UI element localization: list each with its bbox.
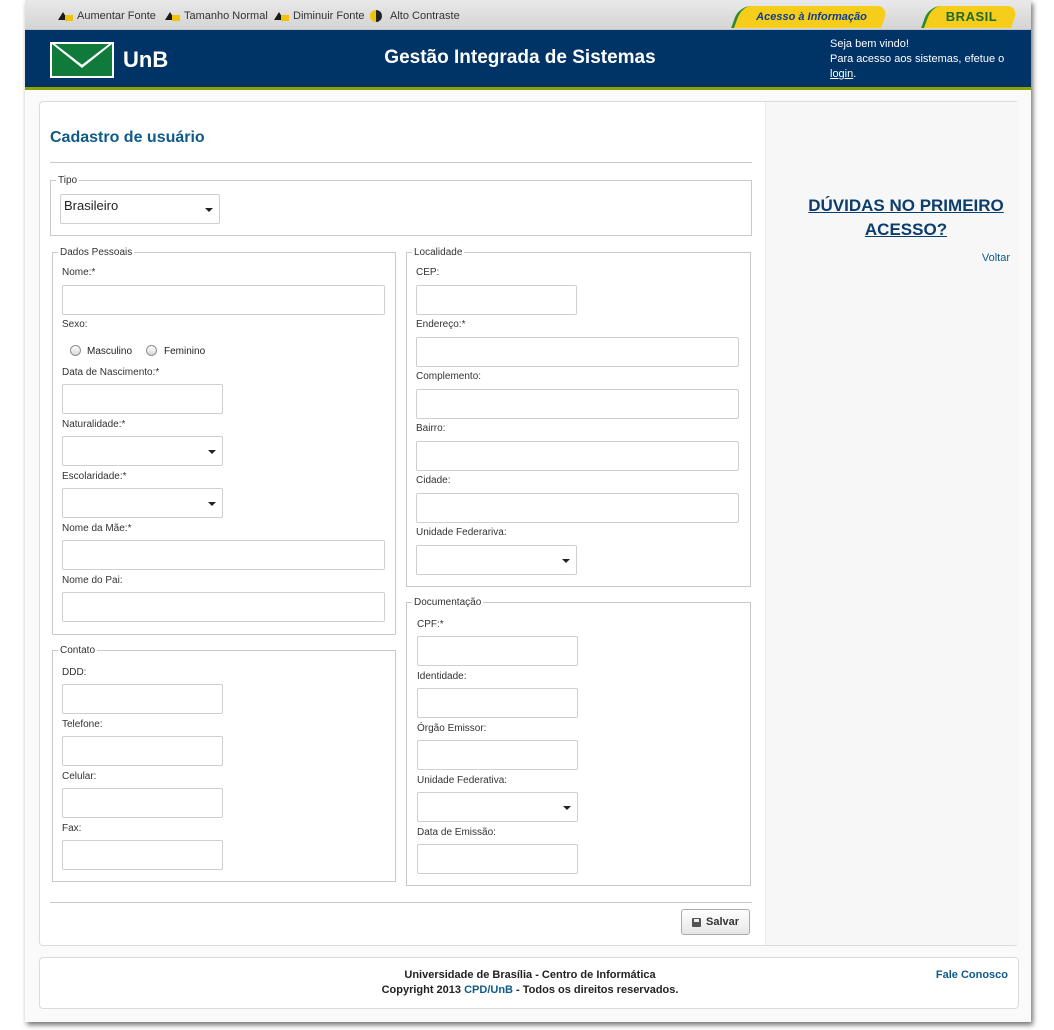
documents-legend: Documentação — [414, 597, 482, 608]
uf-location-label: Unidade Federariva: — [416, 527, 507, 538]
high-contrast-link[interactable]: Alto Contraste — [370, 9, 460, 23]
font-decrease-icon — [274, 11, 289, 21]
naturalidade-select[interactable] — [62, 436, 223, 466]
brasil-tab[interactable]: BRASIL — [921, 6, 1019, 28]
normal-font-link[interactable]: Tamanho Normal — [165, 9, 268, 23]
bairro-label: Bairro: — [416, 423, 446, 434]
cidade-input[interactable] — [416, 493, 739, 523]
cidade-label: Cidade: — [416, 475, 451, 486]
nome-input[interactable] — [62, 285, 385, 315]
chevron-down-icon — [563, 806, 571, 810]
emissao-input[interactable] — [417, 844, 578, 874]
orgao-label: Órgão Emissor: — [417, 723, 487, 734]
uf-doc-label: Unidade Federativa: — [417, 775, 508, 786]
decrease-font-link[interactable]: Diminuir Fonte — [274, 9, 365, 23]
escolaridade-select[interactable] — [62, 488, 223, 518]
cep-label: CEP: — [416, 267, 440, 278]
mae-label: Nome da Mãe:* — [62, 523, 132, 534]
telefone-input[interactable] — [62, 736, 223, 766]
naturalidade-label: Naturalidade:* — [62, 419, 126, 430]
title-divider — [50, 162, 752, 163]
nome-label: Nome:* — [62, 267, 96, 278]
logo-text[interactable]: UnB — [123, 47, 169, 72]
bairro-input[interactable] — [416, 441, 739, 471]
chevron-down-icon — [562, 559, 570, 563]
feminino-label: Feminino — [164, 346, 206, 357]
sexo-label: Sexo: — [62, 319, 88, 330]
celular-label: Celular: — [62, 771, 97, 782]
cpd-link[interactable]: CPD/UnB — [464, 984, 513, 996]
orgao-input[interactable] — [417, 740, 578, 770]
save-icon — [692, 918, 701, 927]
registration-form — [40, 102, 765, 945]
welcome-message: Seja bem vindo! Para acesso aos sistemas, efetue o login. — [830, 38, 1005, 80]
complemento-label: Complemento: — [416, 371, 482, 382]
access-information-tab[interactable]: Acesso à Informação — [731, 6, 889, 28]
complemento-input[interactable] — [416, 389, 739, 419]
uf-doc-select[interactable] — [417, 792, 578, 822]
tipo-legend: Tipo — [58, 175, 78, 186]
font-increase-icon — [58, 11, 73, 21]
escolaridade-label: Escolaridade:* — [62, 471, 127, 482]
unb-logo-icon[interactable] — [50, 42, 114, 78]
site-footer — [39, 957, 1019, 1009]
identidade-label: Identidade: — [417, 671, 467, 682]
chevron-down-icon — [208, 450, 216, 454]
site-header — [25, 30, 1031, 90]
tipo-select[interactable]: Brasileiro — [60, 194, 220, 224]
login-link[interactable]: login — [830, 68, 854, 80]
uf-location-select[interactable] — [416, 545, 577, 575]
actions-divider — [50, 902, 752, 903]
cpf-input[interactable] — [417, 636, 578, 666]
sidebar — [765, 102, 1019, 945]
fax-label: Fax: — [62, 823, 82, 834]
site-title: Gestão Integrada de Sistemas — [384, 47, 656, 68]
mae-input[interactable] — [62, 540, 385, 570]
increase-font-link[interactable]: Aumentar Fonte — [58, 9, 156, 23]
chevron-down-icon — [208, 502, 216, 506]
ddd-input[interactable] — [62, 684, 223, 714]
masculino-label: Masculino — [87, 346, 133, 357]
contact-legend: Contato — [60, 645, 96, 656]
emissao-label: Data de Emissão: — [417, 827, 496, 838]
telefone-label: Telefone: — [62, 719, 103, 730]
nascimento-input[interactable] — [62, 384, 223, 414]
ddd-label: DDD: — [62, 667, 87, 678]
sexo-radio-group — [70, 345, 210, 359]
chevron-down-icon — [205, 208, 213, 212]
footer-institution: Universidade de Brasília - Centro de Informática — [404, 969, 656, 981]
page-title: Cadastro de usuário — [50, 129, 205, 146]
pai-input[interactable] — [62, 592, 385, 622]
main-panel — [39, 101, 1019, 946]
cep-input[interactable] — [416, 285, 577, 315]
pai-label: Nome do Pai: — [62, 575, 123, 586]
location-legend: Localidade — [414, 247, 463, 258]
fax-input[interactable] — [62, 840, 223, 870]
masculino-radio[interactable] — [70, 345, 81, 356]
contrast-icon — [370, 10, 382, 22]
page-frame — [25, 0, 1031, 1022]
personal-data-legend: Dados Pessoais — [60, 247, 133, 258]
back-link[interactable]: Voltar — [981, 252, 1010, 264]
identidade-input[interactable] — [417, 688, 578, 718]
endereco-input[interactable] — [416, 337, 739, 367]
save-button[interactable]: Salvar — [681, 909, 750, 935]
endereco-label: Endereço:* — [416, 319, 466, 330]
celular-input[interactable] — [62, 788, 223, 818]
cpf-label: CPF:* — [417, 619, 444, 630]
nascimento-label: Data de Nascimento:* — [62, 367, 160, 378]
accessibility-bar — [25, 0, 1031, 30]
feminino-radio[interactable] — [146, 345, 157, 356]
first-access-help-link[interactable]: DÚVIDAS NO PRIMEIRO ACESSO? — [808, 196, 1004, 239]
footer-copyright: Copyright 2013 CPD/UnB - Todos os direitos reservados. — [381, 984, 679, 996]
font-normal-icon — [165, 11, 180, 21]
contact-link[interactable]: Fale Conosco — [935, 969, 1008, 981]
